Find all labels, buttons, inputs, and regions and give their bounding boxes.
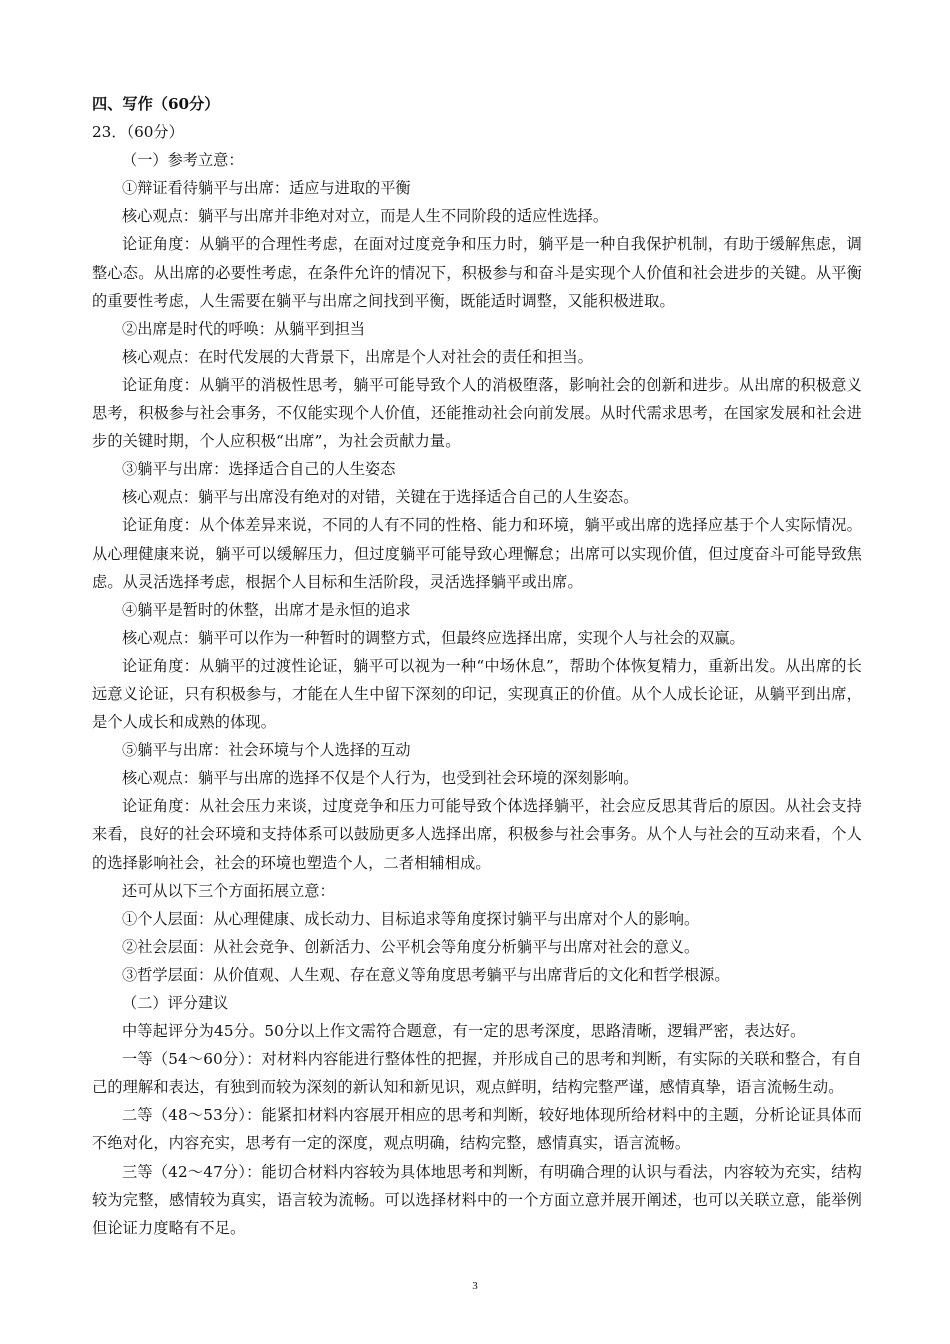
answer-page: [92, 90, 862, 1242]
section-title: 四、写作（60分）: [92, 95, 220, 113]
idea-1-title: ①辩证看待躺平与出席：适应与进取的平衡: [122, 179, 411, 198]
question-number: 23．（60分）: [92, 123, 184, 142]
idea-1-argument: 论证角度：从躺平的合理性考虑，在面对过度竞争和压力时，躺平是一种自我保护机制，有助于缓解焦虑，调整心态。从出席的必要性考虑，在条件允许的情况下，积极参与和奋斗是实现个人价值和社会进步的关键。从平衡的重要性考虑，人生需要在躺平与出席之间找到平衡，既能适时调整，又能积极进取。: [92, 235, 862, 310]
idea-4-core: 核心观点：躺平可以作为一种暂时的调整方式，但最终应选择出席，实现个人与社会的双赢。: [122, 628, 745, 647]
grade-third: 三等（42～47分）：能切合材料内容较为具体地思考和判断，有明确合理的认识与看法，内容较为充实，结构较为完整，感情较为真实，语言较为流畅。可以选择材料中的一个方面立意并展开阐述，也可以关联立意，能举例但论证力度略有不足。: [92, 1162, 862, 1237]
idea-2-core: 核心观点：在时代发展的大背景下，出席是个人对社会的责任和担当。: [122, 347, 593, 366]
idea-3-argument: 论证角度：从个体差异来说，不同的人有不同的性格、能力和环境，躺平或出席的选择应基于个人实际情况。从心理健康来说，躺平可以缓解压力，但过度躺平可能导致心理懈怠；出席可以实现价值，但过度奋斗可能导致焦虑。从灵活选择考虑，根据个人目标和生活阶段，灵活选择躺平或出席。: [92, 516, 862, 591]
idea-4-title: ④躺平是暂时的休整，出席才是永恒的追求: [122, 600, 411, 619]
idea-1-core: 核心观点：躺平与出席并非绝对对立，而是人生不同阶段的适应性选择。: [122, 207, 608, 226]
baseline-score: 中等起评分为45分。50分以上作文需符合题意，有一定的思考深度，思路清晰，逻辑严密，表达好。: [122, 1022, 806, 1041]
idea-3-title: ③躺平与出席：选择适合自己的人生姿态: [122, 460, 396, 479]
idea-5-core: 核心观点：躺平与出席的选择不仅是个人行为，也受到社会环境的深刻影响。: [122, 769, 639, 788]
idea-2-title: ②出席是时代的呼唤：从躺平到担当: [122, 319, 365, 338]
page-number: 3: [472, 1280, 478, 1292]
grade-first: 一等（54～60分）：对材料内容能进行整体性的把握，并形成自己的思考和判断，有实际的关联和整合，有自己的理解和表达，有独到而较为深刻的新认知和新见识，观点鲜明，结构完整严谨，感情真挚，语言流畅生动。: [92, 1050, 862, 1097]
idea-4-argument: 论证角度：从躺平的过渡性论证，躺平可以视为一种“中场休息”，帮助个体恢复精力，重新出发。从出席的长远意义论证，只有积极参与，才能在人生中留下深刻的印记，实现真正的价值。从个人成长论证，从躺平到出席，是个人成长和成熟的体现。: [92, 656, 862, 732]
extension-personal: ①个人层面：从心理健康、成长动力、目标追求等角度探讨躺平与出席对个人的影响。: [122, 909, 700, 928]
idea-3-core: 核心观点：躺平与出席没有绝对的对错，关键在于选择适合自己的人生姿态。: [122, 488, 639, 507]
part2-title: （二）评分建议: [122, 994, 229, 1012]
extension-philosophy: ③哲学层面：从价值观、人生观、存在意义等角度思考躺平与出席背后的文化和哲学根源。: [122, 965, 730, 984]
part1-title: （一）参考立意：: [122, 151, 244, 170]
idea-5-argument: 论证角度：从社会压力来谈，过度竞争和压力可能导致个体选择躺平，社会应反思其背后的原因。从社会支持来看，良好的社会环境和支持体系可以鼓励更多人选择出席，积极参与社会事务。从个人与社会的互动来看，个人的选择影响社会，社会的环境也塑造个人，二者相辅相成。: [92, 797, 862, 872]
extension-social: ②社会层面：从社会竞争、创新活力、公平机会等角度分析躺平与出席对社会的意义。: [122, 937, 700, 956]
idea-2-argument: 论证角度：从躺平的消极性思考，躺平可能导致个人的消极堕落，影响社会的创新和进步。从出席的积极意义思考，积极参与社会事务，不仅能实现个人价值，还能推动社会向前发展。从时代需求思考，在国家发展和社会进步的关键时期，个人应积极“出席”，为社会贡献力量。: [92, 375, 862, 451]
idea-5-title: ⑤躺平与出席：社会环境与个人选择的互动: [122, 741, 411, 760]
grade-second: 二等（48～53分）：能紧扣材料内容展开相应的思考和判断，较好地体现所给材料中的主题，分析论证具体而不绝对化，内容充实，思考有一定的深度，观点明确，结构完整，感情真实，语言流畅。: [92, 1106, 862, 1153]
extension-title: 还可从以下三个方面拓展立意：: [122, 881, 335, 900]
